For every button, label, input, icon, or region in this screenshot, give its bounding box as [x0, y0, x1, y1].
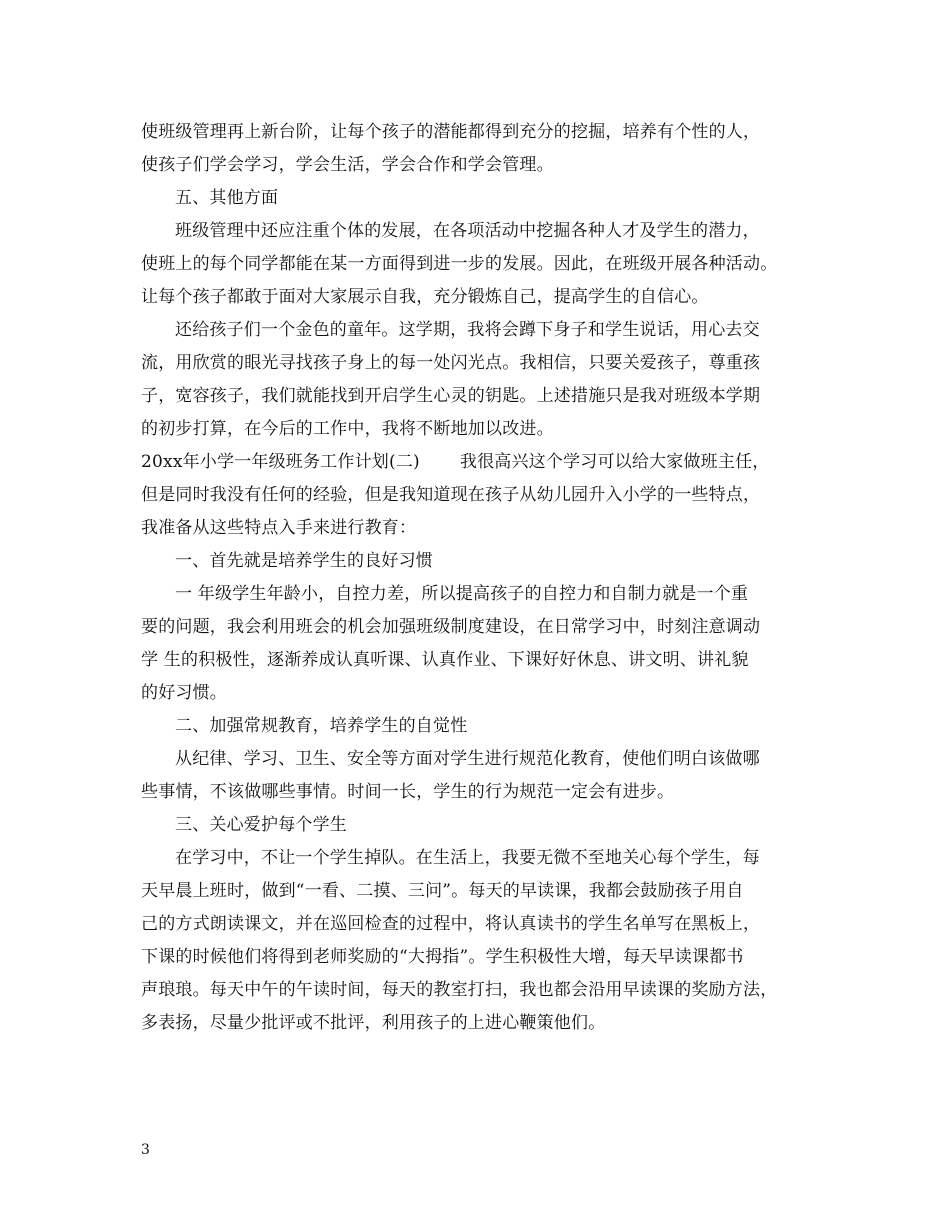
paragraph-line: 多表扬，尽量少批评或不批评，利用孩子的上进心鞭策他们。 [141, 1013, 606, 1033]
paragraph-line: 使班级管理再上新台阶，让每个孩子的潜能都得到充分的挖掘，培养有个性的人， [141, 122, 761, 142]
paragraph-line: 声琅琅。每天中午的午读时间，每天的教室打扫，我也都会沿用早读课的奖励方法， [141, 980, 778, 1000]
paragraph-line: 一 年级学生年龄小，自控力差，所以提高孩子的自控力和自制力就是一个重 [175, 584, 749, 604]
paragraph-line: 天早晨上班时，做到“一看、二摸、三问”。每天的早读课，我都会鼓励孩子用自 [141, 881, 744, 901]
paragraph-line: 的好习惯。 [141, 683, 227, 703]
paragraph-line: 学 生的积极性，逐渐养成认真听课、认真作业、下课好好休息、讲文明、讲礼貌 [141, 650, 749, 670]
paragraph-line: 从纪律、学习、卫生、安全等方面对学生进行规范化教育，使他们明白该做哪 [175, 749, 760, 769]
paragraph-line: 使孩子们学会学习，学会生活，学会合作和学会管理。 [141, 155, 554, 175]
section-heading: 五、其他方面 [175, 188, 279, 208]
paragraph-line: 己的方式朗读课文，并在巡回检查的过程中，将认真读书的学生名单写在黑板上， [141, 914, 761, 934]
paragraph-line: 子，宽容孩子，我们就能找到开启学生心灵的钥匙。上述措施只是我对班级本学期 [141, 386, 761, 406]
paragraph-line: 在学习中，不让一个学生掉队。在生活上，我要无微不至地关心每个学生，每 [175, 848, 760, 868]
paragraph-line: 些事情，不该做哪些事情。时间一长，学生的行为规范一定会有进步。 [141, 782, 675, 802]
paragraph-line: 让每个孩子都敢于面对大家展示自我，充分锻炼自己，提高学生的自信心。 [141, 287, 709, 307]
section-heading: 二、加强常规教育，培养学生的自觉性 [175, 716, 468, 736]
section-heading: 三、关心爱护每个学生 [175, 815, 347, 835]
paragraph-line: 我准备从这些特点入手来进行教育： [141, 518, 417, 538]
paragraph-line: 的初步打算，在今后的工作中，我将不断地加以改进。 [141, 419, 554, 439]
paragraph-line: 下课的时候他们将得到老师奖励的“大拇指”。学生积极性大增，每天早读课都书 [141, 947, 744, 967]
paragraph-line: 流，用欣赏的眼光寻找孩子身上的每一处闪光点。我相信，只要关爱孩子，尊重孩 [141, 353, 761, 373]
section-heading: 一、首先就是培养学生的良好习惯 [175, 551, 433, 571]
document-body [141, 116, 831, 1040]
document-title: 20xx年小学一年级班务工作计划(二) [141, 452, 420, 472]
page-number: 3 [141, 1142, 150, 1158]
paragraph-line: 要的问题，我会利用班会的机会加强班级制度建设，在日常学习中，时刻注意调动 [141, 617, 761, 637]
paragraph-line: 还给孩子们一个金色的童年。这学期，我将会蹲下身子和学生说话，用心去交 [175, 320, 760, 340]
paragraph-line: 班级管理中还应注重个体的发展，在各项活动中挖掘各种人才及学生的潜力， [175, 221, 760, 241]
paragraph-line: 使班上的每个同学都能在某一方面得到进一步的发展。因此，在班级开展各种活动。 [141, 254, 778, 274]
title-line [141, 446, 831, 479]
paragraph-line: 但是同时我没有任何的经验，但是我知道现在孩子从幼儿园升入小学的一些特点， [141, 485, 761, 505]
paragraph-lead: 我很高兴这个学习可以给大家做班主任， [459, 452, 770, 472]
